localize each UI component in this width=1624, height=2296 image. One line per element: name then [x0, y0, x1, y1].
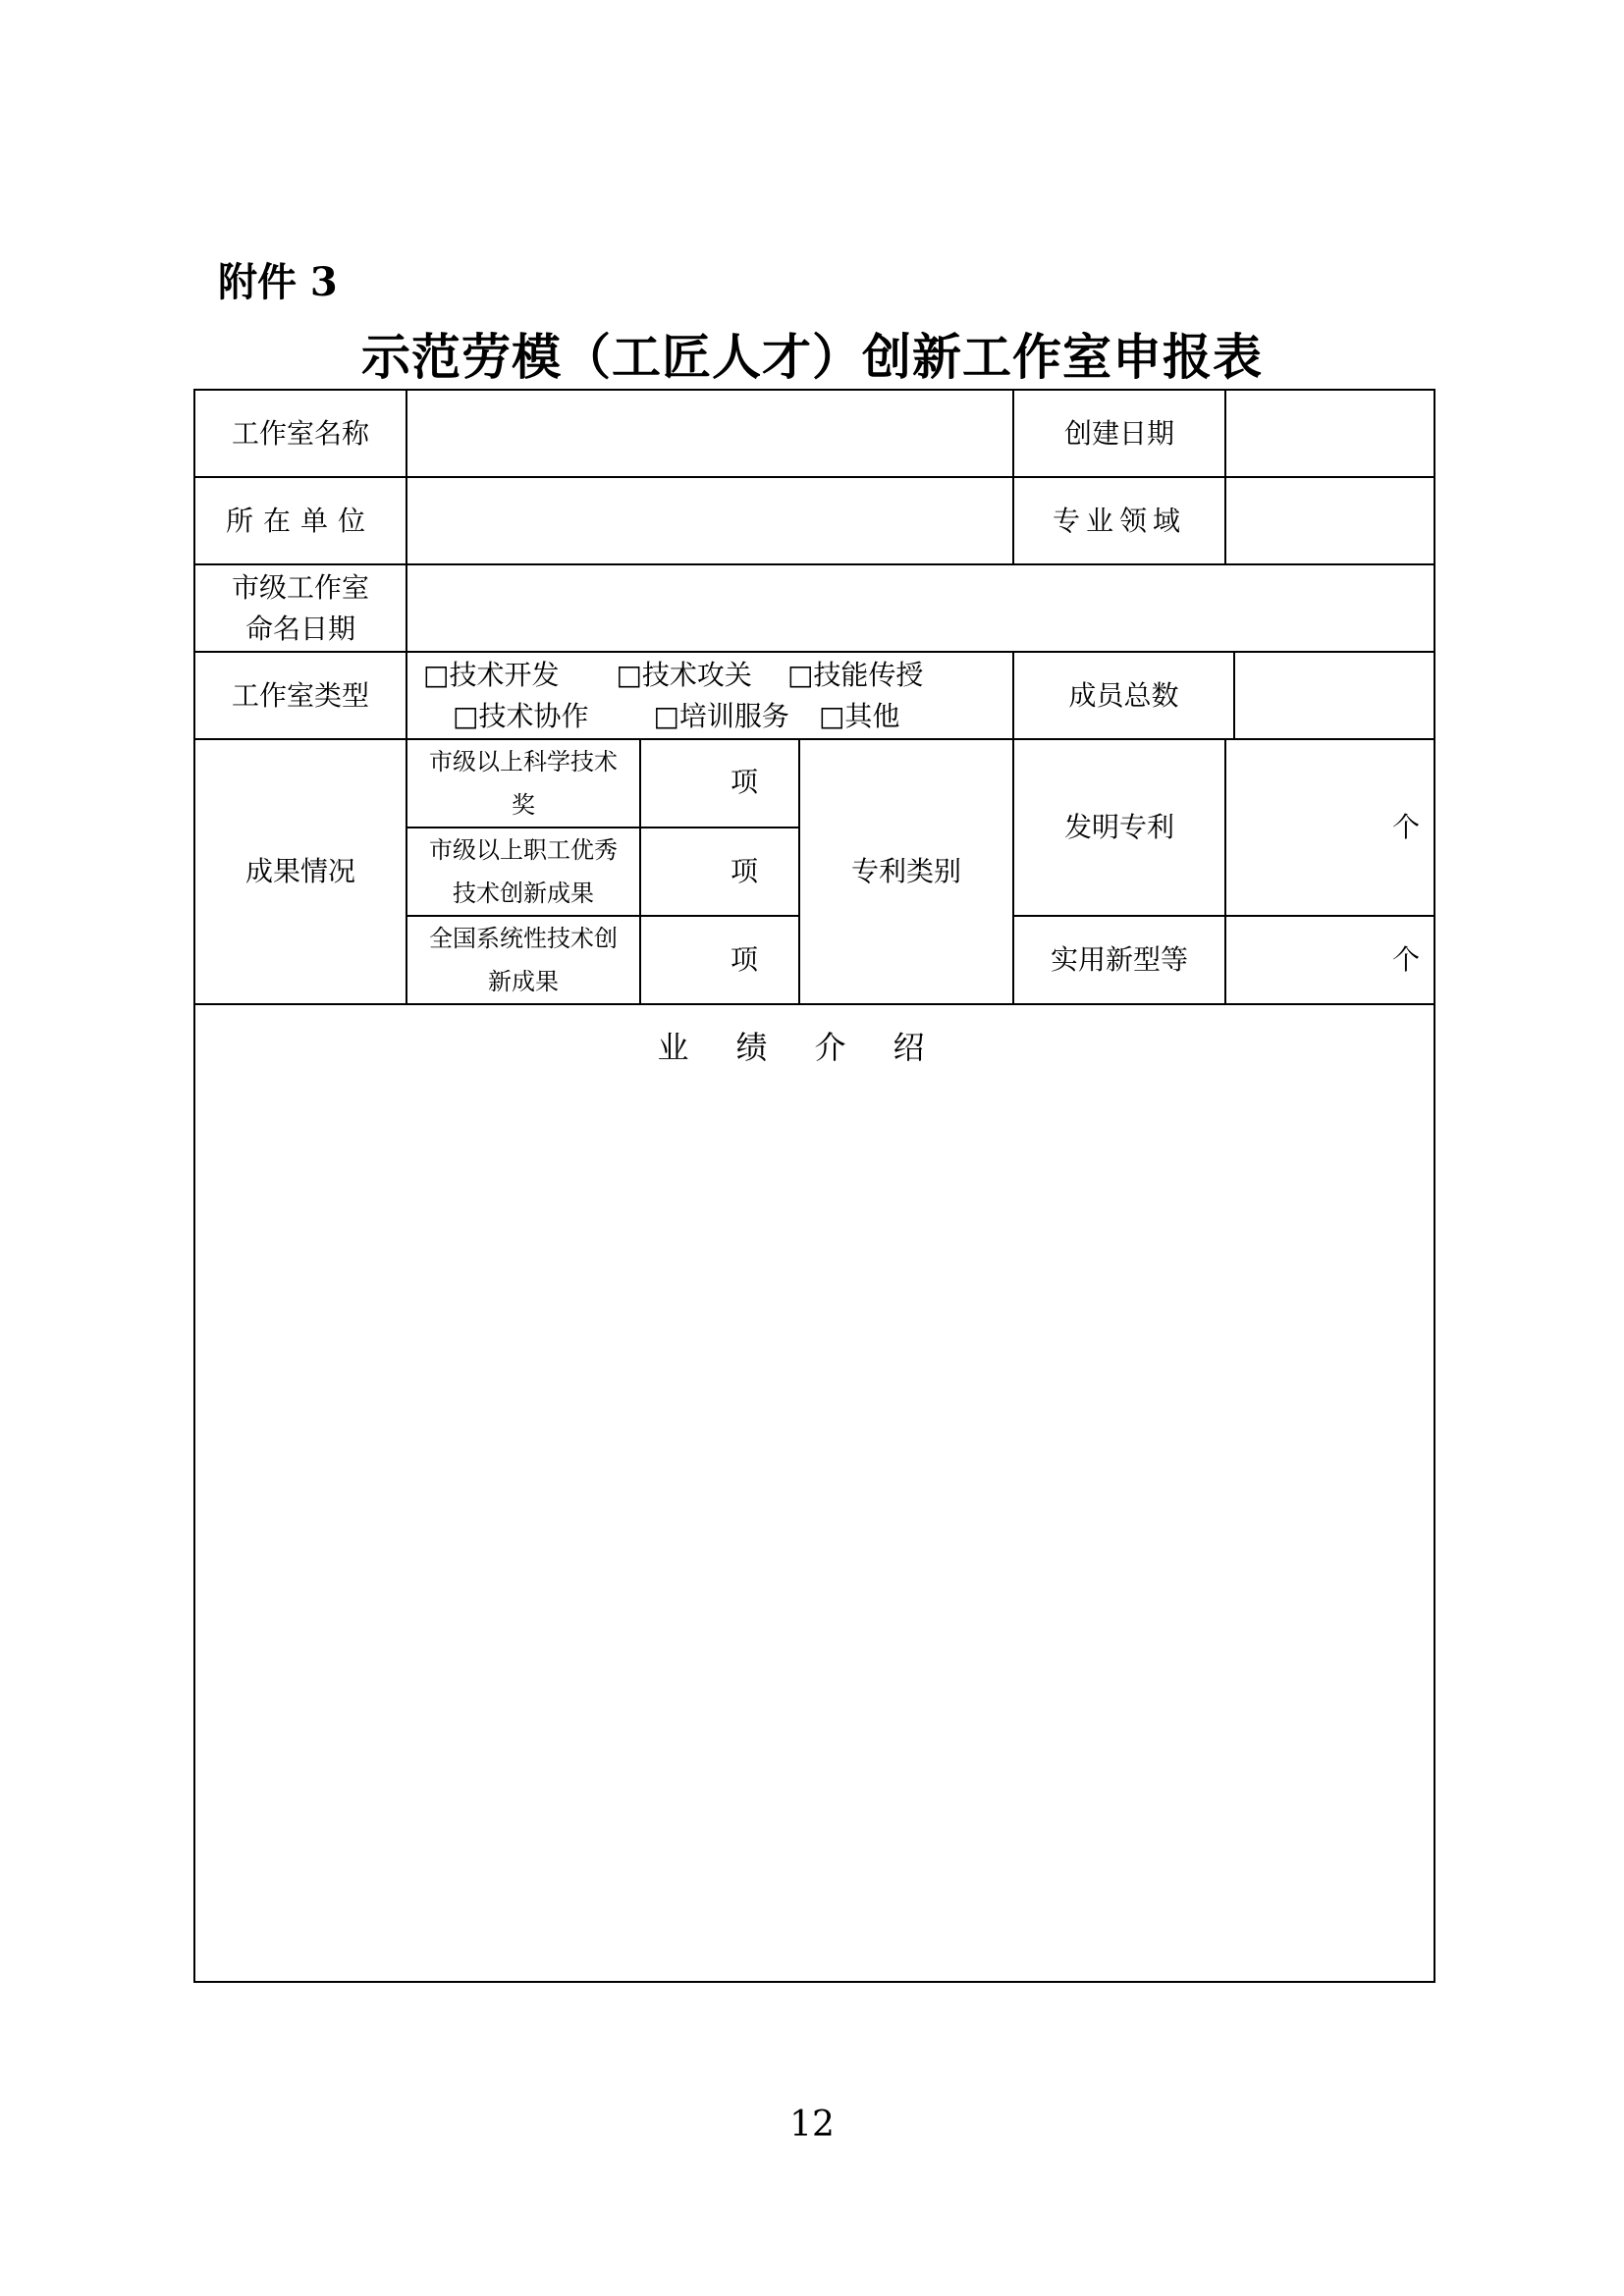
city-named-date-label [194, 564, 406, 652]
staff-innovation-label [406, 828, 640, 916]
patent-type-label: 专利类别 [799, 739, 1013, 1004]
achievements-label: 成果情况 [194, 739, 406, 1004]
staff-innovation-label-line2: 技术创新成果 [453, 880, 594, 907]
utility-model-count-field[interactable]: 个 [1225, 916, 1435, 1004]
performance-summary-heading: 业绩介绍 [657, 1029, 972, 1066]
national-system-label-line1: 全国系统性技术创 [429, 925, 618, 952]
row-achievement-1 [194, 739, 1435, 828]
city-named-date-label-line2: 命名日期 [244, 612, 355, 645]
national-system-count-field[interactable]: 项 [640, 916, 799, 1004]
row-city-named-date [194, 564, 1435, 652]
staff-innovation-label-line1: 市级以上职工优秀 [429, 836, 618, 864]
invention-patent-label: 发明专利 [1013, 739, 1225, 916]
staff-innovation-count-field[interactable]: 项 [640, 828, 799, 916]
form-title: 示范劳模（工匠人才）创新工作室申报表 [361, 328, 1263, 386]
field-field[interactable] [1225, 477, 1435, 564]
unit-label: 所在单位 [194, 477, 406, 564]
city-named-date-label-line1: 市级工作室 [231, 570, 369, 604]
row-performance-summary [194, 1004, 1435, 1982]
member-total-field[interactable] [1234, 652, 1435, 739]
field-label: 专业领域 [1013, 477, 1225, 564]
application-form-table [193, 389, 1435, 1983]
studio-name-field[interactable] [406, 390, 1013, 477]
sci-tech-award-label-line2: 奖 [512, 791, 535, 819]
checkbox-tech-collaboration[interactable]: □技术协作 [453, 699, 589, 732]
created-date-label: 创建日期 [1013, 390, 1225, 477]
city-named-date-field[interactable] [406, 564, 1435, 652]
studio-type-options [406, 652, 1013, 739]
row-studio-type [194, 652, 1435, 739]
page-number: 12 [789, 2105, 835, 2145]
studio-type-label: 工作室类型 [194, 652, 406, 739]
attachment-label: 附件 3 [218, 259, 338, 305]
created-date-field[interactable] [1225, 390, 1435, 477]
checkbox-tech-development[interactable]: □技术开发 [423, 658, 560, 691]
checkbox-skill-transfer[interactable]: □技能传授 [786, 658, 924, 691]
sci-tech-award-count-field[interactable]: 项 [640, 739, 799, 828]
row-unit [194, 477, 1435, 564]
checkbox-tech-breakthrough[interactable]: □技术攻关 [616, 658, 752, 691]
studio-name-label: 工作室名称 [194, 390, 406, 477]
member-total-label: 成员总数 [1013, 652, 1234, 739]
utility-model-label: 实用新型等 [1013, 916, 1225, 1004]
checkbox-training-service[interactable]: □培训服务 [653, 699, 789, 732]
invention-patent-count-field[interactable]: 个 [1225, 739, 1435, 916]
checkbox-other[interactable]: □其他 [818, 699, 900, 732]
sci-tech-award-label-line1: 市级以上科学技术 [429, 748, 618, 775]
sci-tech-award-label [406, 739, 640, 828]
row-studio-name [194, 390, 1435, 477]
national-system-label-line2: 新成果 [488, 968, 559, 995]
unit-field[interactable] [406, 477, 1013, 564]
national-system-label [406, 916, 640, 1004]
performance-summary-area[interactable] [194, 1004, 1435, 1982]
